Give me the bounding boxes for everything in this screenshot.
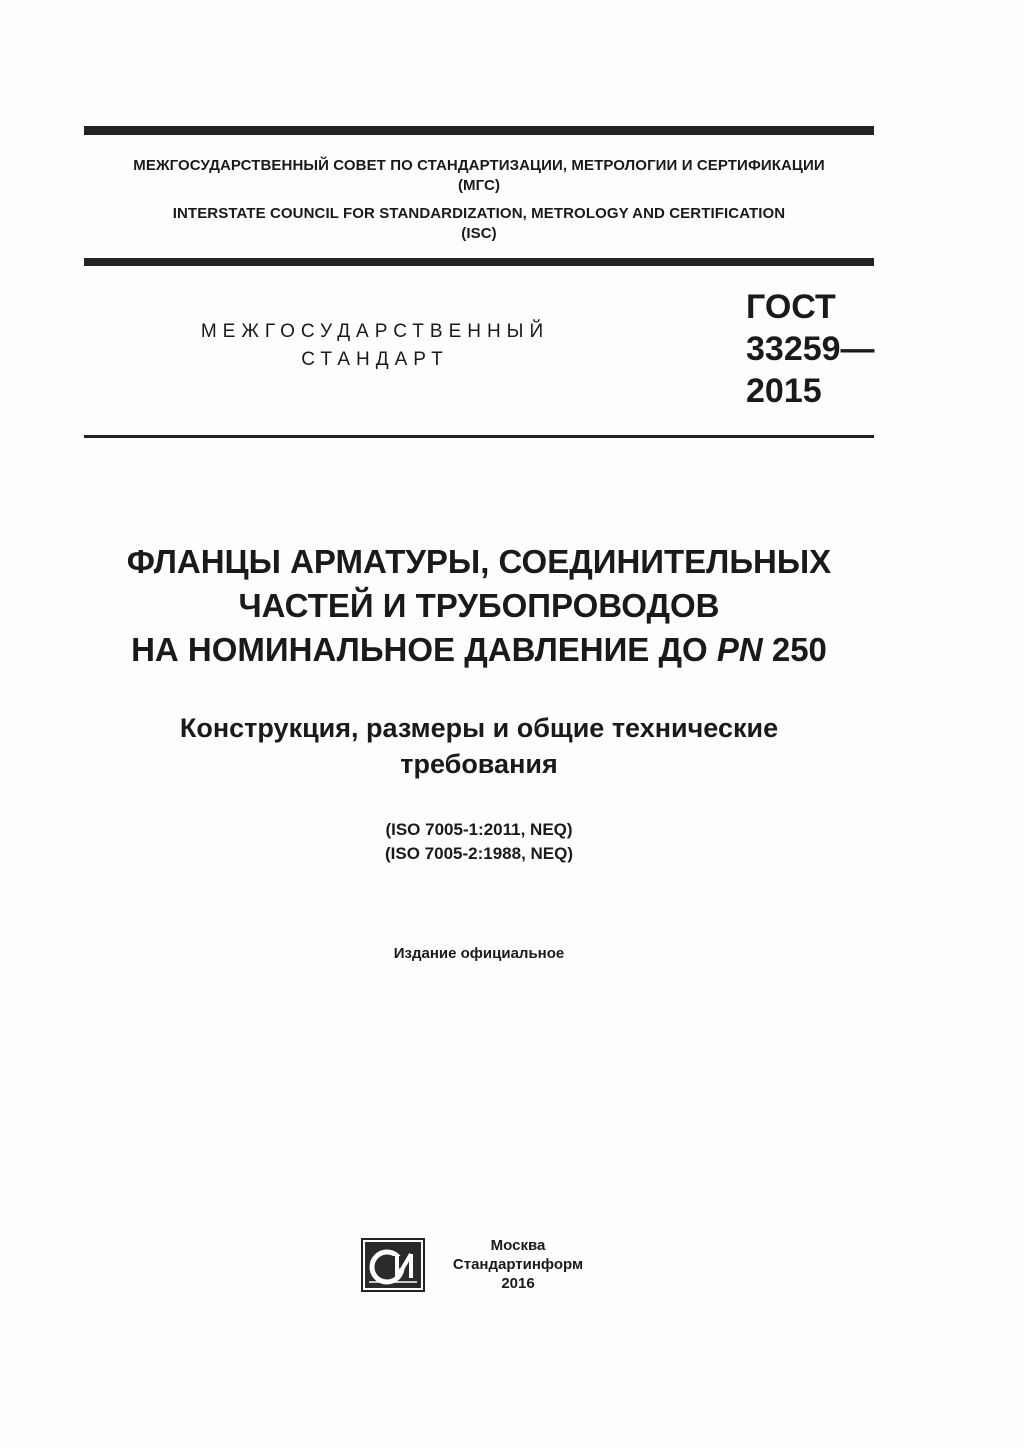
- subtitle-line1: Конструкция, размеры и общие технические: [179, 713, 779, 743]
- iso-ref: (ISO 7005-2:1988, NEQ): [384, 844, 574, 863]
- standard-kind-line2: СТАНДАРТ: [301, 349, 449, 370]
- title-line2: ЧАСТЕЙ И ТРУБОПРОВОДОВ: [238, 587, 720, 624]
- council-ru-name: МЕЖГОСУДАРСТВЕННЫЙ СОВЕТ ПО СТАНДАРТИЗАЦИИ, МЕТРОЛОГИИ И СЕРТИФИКАЦИИ: [133, 157, 825, 174]
- council-en-name: INTERSTATE COUNCIL FOR STANDARDIZATION, METROLOGY AND CERTIFICATION: [172, 205, 786, 222]
- publisher-block: [438, 1236, 598, 1293]
- council-ru: [84, 156, 874, 196]
- publisher-city: Москва: [490, 1237, 546, 1254]
- iso-references: [84, 818, 874, 866]
- standard-code-line1: ГОСТ: [746, 288, 836, 326]
- standard-kind: [150, 318, 600, 374]
- title-line3-prefix: НА НОМИНАЛЬНОЕ ДАВЛЕНИЕ ДО: [131, 631, 717, 668]
- header-bottom-rule: [84, 435, 874, 438]
- standartinform-logo-icon: [361, 1238, 425, 1292]
- standard-code: [746, 286, 875, 412]
- document-subtitle: [84, 710, 874, 782]
- top-rule: [84, 126, 874, 135]
- council-en: [84, 204, 874, 244]
- middle-rule: [84, 258, 874, 266]
- council-en-abbr: (ISC): [461, 225, 497, 242]
- publisher-name: Стандартинформ: [452, 1256, 584, 1273]
- document-title: [84, 540, 874, 672]
- title-line3: [84, 628, 874, 672]
- iso-ref: (ISO 7005-1:2011, NEQ): [385, 820, 573, 839]
- publisher-year: 2016: [501, 1275, 535, 1292]
- title-line3-suffix: 250: [762, 631, 827, 668]
- standard-code-line3: 2015: [746, 372, 822, 410]
- subtitle-line2: требования: [400, 749, 558, 779]
- title-line3-italic: PN: [716, 631, 763, 668]
- standard-code-line2: 33259—: [746, 330, 875, 368]
- standard-kind-line1: МЕЖГОСУДАРСТВЕННЫЙ: [200, 321, 550, 342]
- council-ru-abbr: (МГС): [457, 177, 501, 194]
- edition-label: Издание официальное: [393, 945, 565, 962]
- title-line1: ФЛАНЦЫ АРМАТУРЫ, СОЕДИНИТЕЛЬНЫХ: [126, 543, 832, 580]
